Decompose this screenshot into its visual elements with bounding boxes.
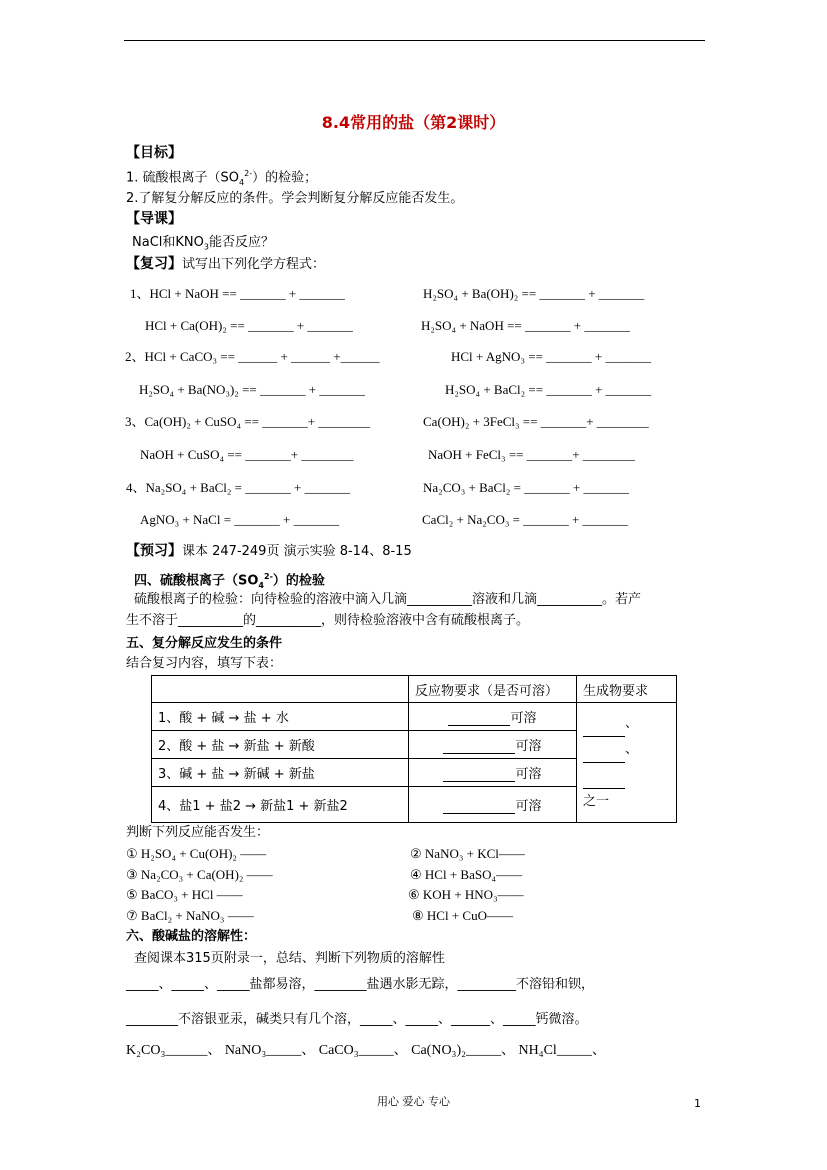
product-requirement-cell [577, 703, 677, 823]
footer-motto: 用心 爱心 专心 [377, 1095, 450, 1108]
section4-heading: 四、硫酸根离子$(SO_4^{2-})$的检验 [134, 572, 325, 590]
section6-intro: 查阅课本315页附录一，总结、判断下列物质的溶解性 [134, 951, 445, 966]
review-line: 【复习】试写出下列化学方程式： [126, 256, 326, 272]
judge-item-8: ⑧ HCl + CuO—— [412, 908, 513, 923]
review-eq-4: H₂SO₄ + NaOH == _______ + _______ [421, 318, 630, 333]
review-eq-2: H₂SO₄ + Ba(OH)₂ == _______ + _______ [423, 286, 645, 301]
review-eq-9: 3、Ca(OH)₂ + CuSO₄ == _______+ ________ [125, 414, 371, 429]
review-eq-16: CaCl₂ + Na₂CO₃ = _______ + _______ [422, 512, 629, 527]
review-eq-13: 4、Na₂SO₄ + BaCl₂ = _______ + _______ [126, 480, 351, 495]
requirement-cell: 可溶 [409, 787, 577, 823]
product-line [583, 763, 670, 789]
goals-heading: 【目标】 [126, 145, 182, 161]
table-row [152, 703, 677, 731]
review-eq-1: 1、HCl + NaOH == _______ + _______ [130, 286, 345, 301]
section6-line-2: ________不溶银亚汞，碱类只有几个溶，_____、_____、______、_____钙微溶。 [126, 1012, 588, 1027]
table-header-cell: 生成物要求 [577, 676, 677, 703]
judge-item-7: ⑦ BaCl₂ + NaNO₃ —— [126, 908, 254, 923]
review-eq-10: Ca(OH)₂ + 3FeCl₃ == _______+ ________ [423, 414, 649, 429]
intro-heading: 【导课】 [126, 211, 182, 227]
review-eq-15: AgNO₃ + NaCl = _______ + _______ [140, 512, 340, 527]
review-eq-7: H₂SO₄ + Ba(NO₃)₂ == _______ + _______ [139, 382, 365, 397]
review-eq-8: H₂SO₄ + BaCl₂ == _______ + _______ [445, 382, 652, 397]
reaction-cell: 4、盐1 + 盐2 → 新盐1 + 新盐2 [152, 787, 409, 823]
goal-item-1: 1. 硫酸根离子$(SO_4^{2-})$的检验； [126, 169, 318, 187]
review-eq-12: NaOH + FeCl₃ == _______+ ________ [428, 447, 635, 462]
section4-line-2: 生不溶于__________的__________，则待检验溶液中含有硫酸根离子。 [126, 613, 530, 628]
requirement-cell: 可溶 [409, 759, 577, 787]
review-eq-3: HCl + Ca(OH)₂ == _______ + _______ [145, 318, 353, 333]
review-eq-5: 2、HCl + CaCO₃ == ______ + ______ +______ [125, 349, 380, 364]
section5-intro: 结合复习内容，填写下表： [126, 656, 283, 671]
header-rule [124, 40, 705, 41]
judge-item-2: ② NaNO₃ + KCl—— [410, 846, 525, 861]
product-line: 、 [583, 711, 670, 737]
section6-heading: 六、酸碱盐的溶解性： [126, 929, 257, 944]
section5-heading: 五、复分解反应发生的条件 [126, 636, 283, 651]
section4-line-1: 硫酸根离子的检验：向待检验的溶液中滴入几滴__________溶液和几滴__________。若产 [134, 592, 642, 607]
reaction-cell: 2、酸 + 盐 → 新盐 + 新酸 [152, 731, 409, 759]
preview-line: 【预习】课本 247-249页 演示实验 8-14、8-15 [126, 543, 412, 559]
product-line: 、 [583, 737, 670, 763]
intro-question: NaCl和$KNO_3$能否反应？ [132, 235, 274, 252]
conditions-table [151, 675, 677, 823]
judge-item-4: ④ HCl + BaSO₄—— [410, 867, 522, 882]
goal-item-2: 2.了解复分解反应的条件。学会判断复分解反应能否发生。 [126, 191, 464, 206]
requirement-cell: 可溶 [409, 703, 577, 731]
table-header-row [152, 676, 677, 703]
table-header-cell [152, 676, 409, 703]
judge-intro: 判断下列反应能否发生： [126, 825, 270, 840]
judge-item-1: ① H₂SO₄ + Cu(OH)₂ —— [126, 846, 267, 861]
requirement-cell: 可溶 [409, 731, 577, 759]
review-eq-6: HCl + AgNO₃ == _______ + _______ [451, 349, 651, 364]
section6-line-3: K₂CO₃______、 NaNO₃_____、 CaCO₃_____、 Ca(NO₃)₂_____、 NH₄Cl_____、 [126, 1043, 606, 1058]
judge-item-6: ⑥ KOH + HNO₃—— [408, 887, 524, 902]
judge-item-3: ③ Na₂CO₃ + Ca(OH)₂ —— [126, 867, 273, 882]
reaction-cell: 3、碱 + 盐 → 新碱 + 新盐 [152, 759, 409, 787]
page-title: 8.4常用的盐（第2课时） [321, 113, 506, 132]
product-line: 之一 [583, 794, 610, 809]
reaction-cell: 1、酸 + 碱 → 盐 + 水 [152, 703, 409, 731]
review-eq-11: NaOH + CuSO₄ == _______+ ________ [140, 447, 354, 462]
table-header-cell: 反应物要求（是否可溶） [409, 676, 577, 703]
section6-line-1: _____、_____、_____盐都易溶，________盐遇水影无踪，_________不溶铅和钡， [126, 977, 595, 992]
review-eq-14: Na₂CO₃ + BaCl₂ = _______ + _______ [423, 480, 630, 495]
judge-item-5: ⑤ BaCO₃ + HCl —— [126, 887, 243, 902]
page-number: 1 [694, 1097, 701, 1110]
